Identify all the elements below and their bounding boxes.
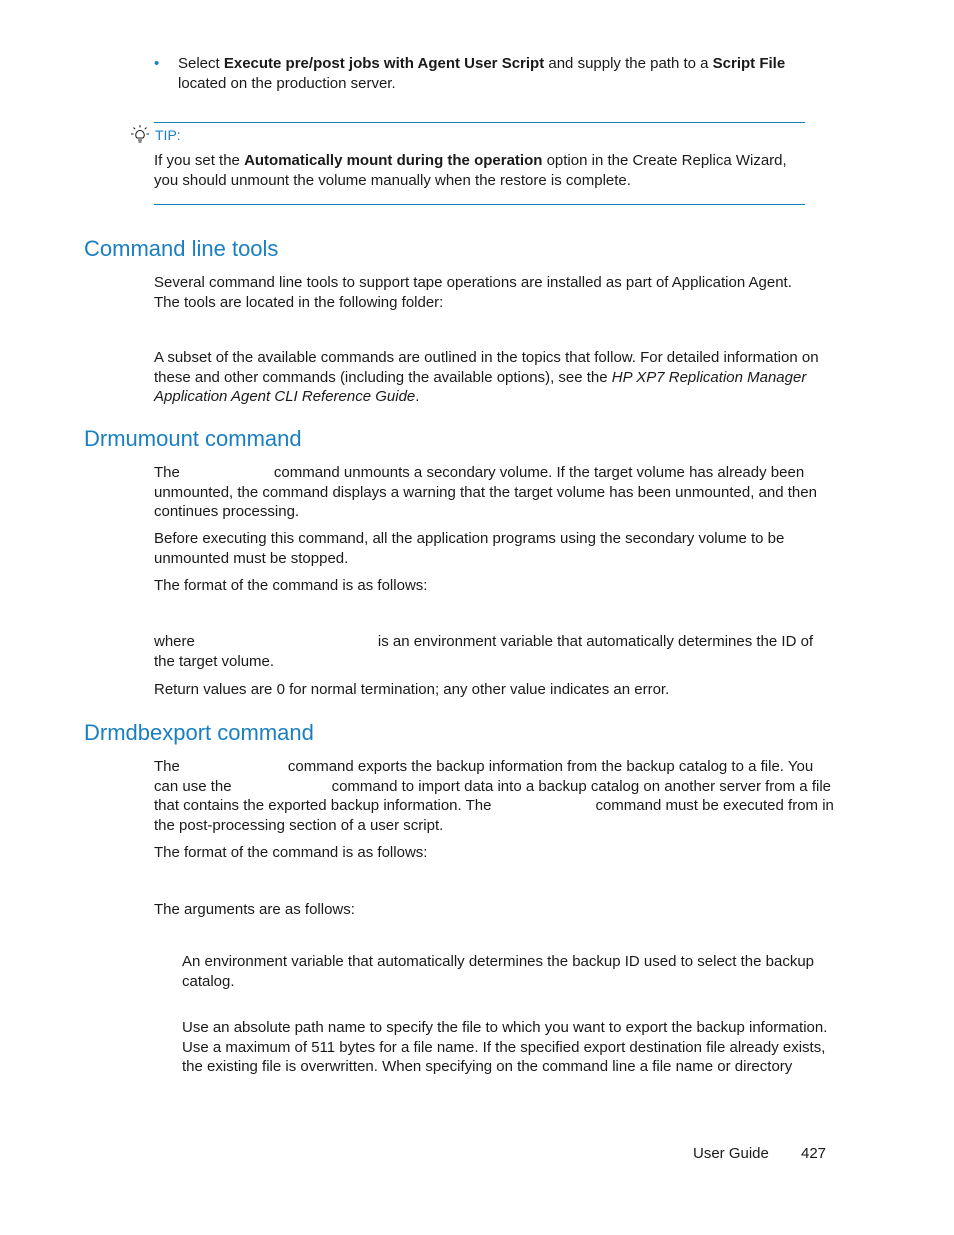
tip-bottom-rule (154, 204, 805, 205)
drmumount-description: The command unmounts a secondary volume. If the target volume has already been unmounted, the command displays a warning that the target volume has been unmounted, and then continues processing. (154, 464, 817, 520)
page-number: 427 (801, 1145, 827, 1162)
drmdbexport-argument-export-file: Use an absolute path name to specify the file to which you want to export the backup information. Use a maximum of 511 bytes for a file name. If the specified export destination file already exists, the existing file is overwritten. When specifying on the command line a file name or directory (182, 1019, 828, 1075)
command-line-tools-intro: Several command line tools to support tape operations are installed as part of Application Agent. The tools are located in the following folder: (154, 274, 792, 311)
lightbulb-icon (130, 124, 150, 144)
drmdbexport-arguments-intro: The arguments are as follows: (154, 901, 355, 918)
bullet-item: Select Execute pre/post jobs with Agent User Script and supply the path to a Script File located on the production server. (178, 55, 786, 92)
command-line-tools-subset: A subset of the available commands are outlined in the topics that follow. For detailed information on these and other commands (including the available options), see the HP XP7 Replication Manager Application Agent CLI Reference Guide. (154, 349, 819, 405)
drmumount-format-intro: The format of the command is as follows: (154, 577, 428, 594)
tip-text: If you set the Automatically mount during the operation option in the Create Replica Wizard, you should unmount the volume manually when the restore is complete. (154, 152, 787, 189)
drmumount-return-values: Return values are 0 for normal termination; any other value indicates an error. (154, 681, 670, 698)
footer-label: User Guide (693, 1145, 769, 1162)
heading-drmdbexport-command: Drmdbexport command (84, 720, 314, 745)
drmumount-where: where is an environment variable that automatically determines the ID of the target volume. (154, 633, 814, 670)
drmdbexport-argument-backup-id: An environment variable that automatically determines the backup ID used to select the backup catalog. (182, 953, 815, 990)
tip-top-rule (154, 122, 805, 123)
bullet-marker: • (154, 55, 160, 72)
drmdbexport-description: The command exports the backup information from the backup catalog to a file. You can use the command to import data into a backup catalog on another server from a file that contains the exported backup information. The command must be executed from in the post-processing section of a user script. (154, 758, 834, 834)
drmumount-prerequisite: Before executing this command, all the application programs using the secondary volume to be unmounted must be stopped. (154, 530, 785, 567)
heading-drmumount-command: Drmumount command (84, 426, 302, 451)
tip-label: TIP: (155, 127, 181, 143)
drmdbexport-format-intro: The format of the command is as follows: (154, 844, 428, 861)
heading-command-line-tools: Command line tools (84, 236, 279, 261)
